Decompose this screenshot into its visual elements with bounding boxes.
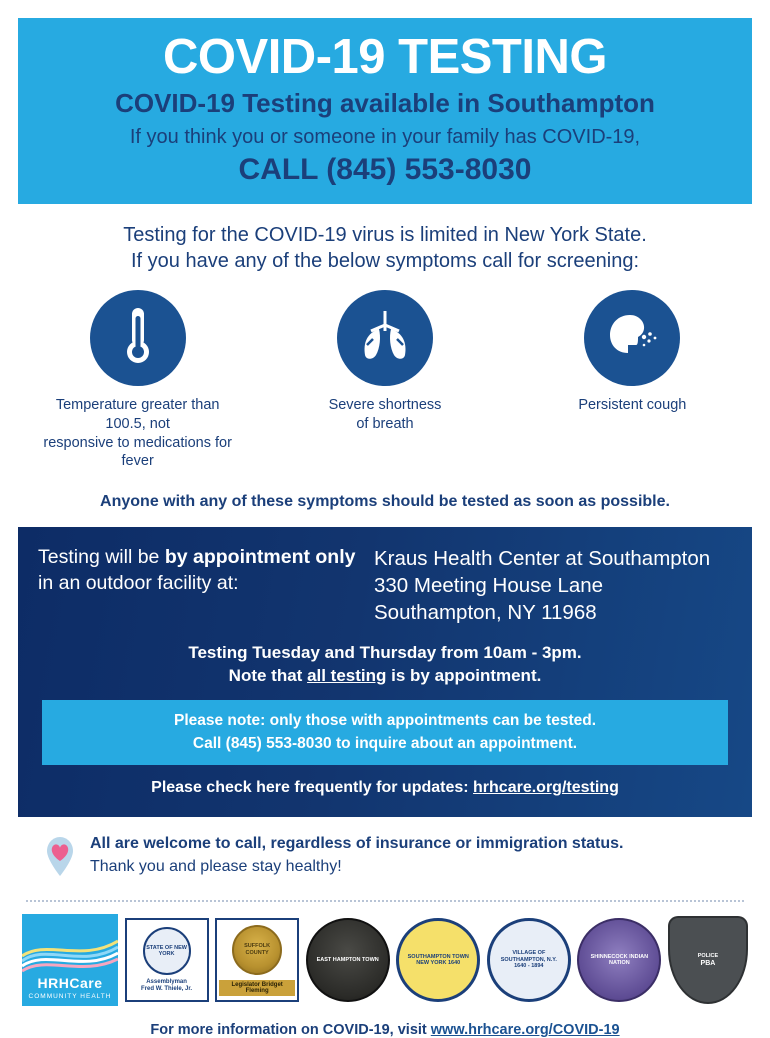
coughing-head-icon bbox=[600, 303, 664, 372]
hrhcare-logo bbox=[22, 914, 118, 1006]
intro-text bbox=[18, 204, 752, 284]
welcome-message bbox=[18, 817, 752, 892]
southampton-village-seal-icon: VILLAGE OF SOUTHAMPTON, N.Y. 1640 - 1894 bbox=[487, 918, 571, 1002]
welcome-text-block bbox=[90, 833, 624, 879]
page-title: COVID-19 TESTING bbox=[163, 30, 607, 84]
symptom-item-shortness-of-breath bbox=[285, 290, 484, 471]
intro-line-1: Testing for the COVID-19 virus is limited in New York State. bbox=[123, 223, 647, 246]
footer-info: For more information on COVID-19, visit www.hrhcare.org/COVID-19 bbox=[150, 1022, 620, 1038]
symptom-icon-wrapper bbox=[337, 290, 433, 386]
welcome-line-2: Thank you and please stay healthy! bbox=[90, 857, 342, 875]
testing-site-address bbox=[374, 545, 732, 626]
appointment-only-emphasis: by appointment only bbox=[164, 546, 356, 569]
legislator-bridget-fleming-logo bbox=[215, 918, 299, 1002]
hours-line-2: Note that all testing is by appointment. bbox=[228, 666, 542, 686]
legislator-name-band: Legislator Bridget Fleming bbox=[219, 980, 295, 996]
header-phone-number: CALL (845) 553-8030 bbox=[238, 153, 532, 187]
symptom-icon-wrapper bbox=[90, 290, 186, 386]
header-subtitle: COVID-19 Testing available in Southampton bbox=[115, 88, 655, 119]
new-york-state-seal-icon: STATE OF NEW YORK bbox=[143, 927, 191, 975]
appointment-notice-box bbox=[42, 700, 728, 765]
town-of-southampton-seal bbox=[396, 918, 480, 1002]
hrhcare-wave-graphic bbox=[22, 931, 118, 975]
assemblyman-fred-thiele-logo: STATE OF NEW YORK Assemblyman Fred W. Thiele, Jr. bbox=[125, 918, 209, 1002]
welcome-line-1: All are welcome to call, regardless of insurance or immigration status. bbox=[90, 835, 624, 853]
symptom-item-temperature bbox=[38, 290, 237, 471]
testing-hours bbox=[38, 626, 732, 700]
updates-link[interactable]: hrhcare.org/testing bbox=[473, 779, 619, 797]
pba-police-shield bbox=[668, 916, 748, 1004]
hrhcare-wordmark: HRHCare bbox=[37, 975, 103, 992]
symptom-label-shortness-of-breath: Severe shortness of breath bbox=[328, 396, 442, 432]
header-banner bbox=[18, 18, 752, 204]
address-line-2: 330 Meeting House Lane bbox=[374, 574, 604, 598]
notice-line-1: Please note: only those with appointments can be tested. bbox=[173, 712, 597, 730]
address-line-1: Kraus Health Center at Southampton bbox=[374, 547, 711, 571]
appointment-instructions: Testing will be by appointment only in an outdoor facility at: bbox=[38, 546, 356, 594]
symptom-icon-wrapper bbox=[584, 290, 680, 386]
thermometer-icon bbox=[110, 300, 166, 375]
symptom-label-temperature: Temperature greater than 100.5, not responsive to medications for fever bbox=[43, 396, 232, 470]
shinnecock-indian-nation-seal bbox=[577, 918, 661, 1002]
southampton-town-seal-icon: SOUTHAMPTON TOWN NEW YORK 1640 bbox=[396, 918, 480, 1002]
symptom-label-cough: Persistent cough bbox=[578, 396, 687, 413]
village-of-southampton-seal bbox=[487, 918, 571, 1002]
town-of-east-hampton-seal bbox=[306, 918, 390, 1002]
shinnecock-seal-icon: SHINNECOCK INDIAN NATION bbox=[577, 918, 661, 1002]
map-pin-heart-icon bbox=[44, 833, 78, 882]
intro-line-2: If you have any of the below symptoms call for screening: bbox=[130, 249, 640, 272]
hrhcare-tagline: COMMUNITY HEALTH bbox=[28, 993, 112, 1001]
header-prompt-text: If you think you or someone in your family has COVID-19, bbox=[129, 126, 641, 149]
police-shield-icon: POLICE PBA bbox=[668, 916, 748, 1004]
notice-line-2: Call (845) 553-8030 to inquire about an appointment. bbox=[192, 734, 578, 752]
address-line-3: Southampton, NY 11968 bbox=[374, 601, 597, 625]
updates-line: Please check here frequently for updates: hrhcare.org/testing bbox=[151, 779, 619, 797]
all-testing-emphasis: all testing bbox=[307, 666, 387, 686]
hours-line-1: Testing Tuesday and Thursday from 10am - 3pm. bbox=[188, 643, 582, 663]
symptom-item-cough bbox=[533, 290, 732, 471]
suffolk-county-seal-icon: SUFFOLK COUNTY bbox=[232, 925, 282, 975]
footer-link[interactable]: www.hrhcare.org/COVID-19 bbox=[430, 1022, 620, 1038]
lungs-icon bbox=[353, 303, 417, 372]
partner-logos bbox=[18, 902, 752, 1012]
appointment-panel-top bbox=[38, 545, 732, 626]
appointment-panel bbox=[18, 527, 752, 817]
symptom-callout-text: Anyone with any of these symptoms should be tested as soon as possible. bbox=[100, 493, 670, 511]
symptom-list bbox=[18, 284, 752, 471]
east-hampton-seal-icon: EAST HAMPTON TOWN bbox=[306, 918, 390, 1002]
